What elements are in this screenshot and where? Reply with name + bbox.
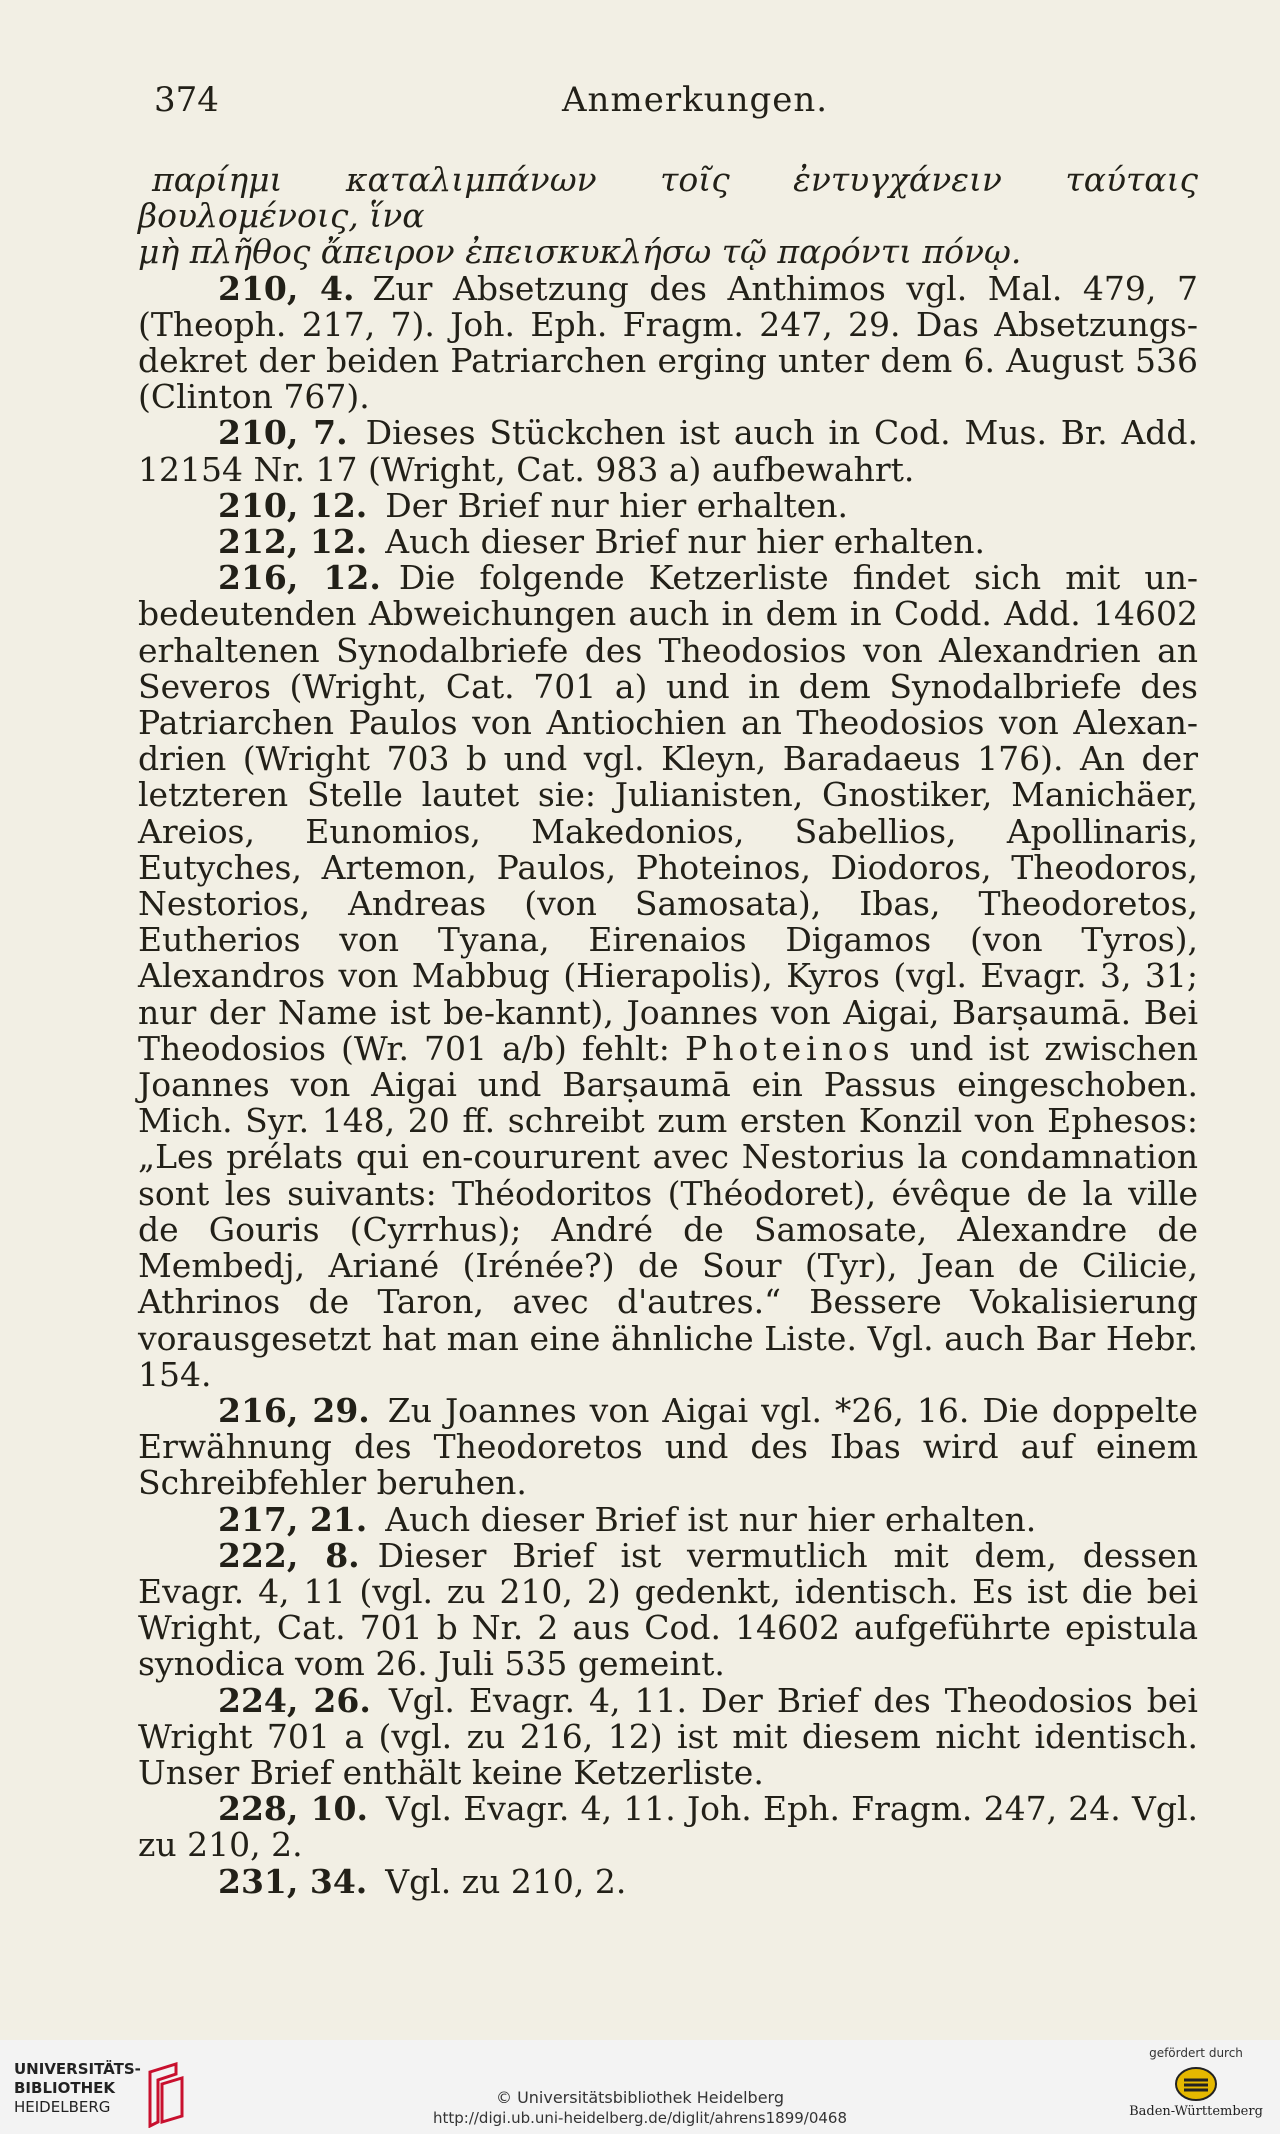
library-name-line-2: BIBLIOTHEK [14,2079,115,2097]
note-text: Dieser Brief ist vermutlich mit dem, dessen Evagr. 4, 11 (vgl. zu 210, 2) gedenkt, identisch. Es ist die bei Wright, Cat. 701 b Nr. 2 aus Cod. 14602 aufgeführte epistula synodica vom 26. Juli 535 gemeint. [138,1535,1199,1684]
note-text: Vgl. Evagr. 4, 11. Joh. Eph. Fragm. 247, 24. Vgl. zu 210, 2. [138,1789,1198,1865]
note-text: Zu Joannes von Aigai vgl. *26, 16. Die doppelte Erwähnung des Theodoretos und des Ibas wird auf einem Schreibfehler beruhen. [138,1390,1199,1503]
note-ref: 210, 7. [218,413,348,453]
greek-line-1: παρίημι καταλιμπάνων τοῖς ἐντυγχάνειν ταύταις βουλομένοις, ἵνα [138,160,1198,236]
library-name-line-3: HEIDELBERG [14,2098,111,2116]
note-216-29 [138,1390,1199,1503]
greek-fragment [138,162,1198,271]
note-ref: 228, 10. [218,1789,368,1829]
note-text: Dieses Stückchen ist auch in Cod. Mus. Br. Add. 12154 Nr. 17 (Wright, Cat. 983 a) aufbewahrt. [138,413,1199,489]
note-ref: 212, 12. [218,522,368,562]
copyright-notice: © Universitätsbibliothek Heidelberg [495,2088,784,2107]
running-head [150,72,1200,122]
note-ref: 216, 29. [218,1390,370,1430]
note-210-4 [138,268,1198,417]
note-text: Auch dieser Brief nur hier erhalten. [385,522,986,562]
note-217-21 [138,1499,1198,1539]
note-ref: 210, 4. [218,268,355,308]
sponsor-label: gefördert durch [1149,2046,1243,2060]
note-228-10 [138,1791,1198,1863]
sponsor-name: Baden-Württemberg [1129,2104,1263,2119]
digitization-footer [0,2040,1280,2134]
note-text: Zur Absetzung des Anthimos vgl. Mal. 479, 7 (Theoph. 217, 7). Joh. Eph. Fragm. 247, 29. Das Absetzungs-dekret der beiden Patriarchen erging unter dem 6. August 536 (Clinton 767). [138,268,1198,417]
note-text: Die folgende Ketzerliste findet sich mit un-bedeutenden Abweichungen auch in dem in Codd. Add. 14602 erhaltenen Synodalbriefe des Theodosios von Alexandrien an Severos (Wright, Cat. 701 a) und in dem Synodalbriefe des Patriarchen Paulos von Antiochien an Theodosios von Alexan-drien (Wright 703 b und vgl. Kleyn, Baradaeus 176). An der letzteren Stelle lautet sie: Julianisten, Gnostiker, Manichäer, Areios, Eunomios, Makedonios, Sabellios, Apollinaris, Eutyches, Artemon, Paulos, Photeinos, Diodoros, Theodoros, Nestorios, Andreas (von Samosata), Ibas, Theodoretos, Eutherios von Tyana, Eirenaios Digamos (von Tyros), Alexandros von Mabbug (Hierapolis), Kyros (vgl. Evagr. 3, 31; nur der Name ist be-kannt), Joannes von Aigai, Barṣaumā. Bei Theodosios (Wr. 701 a/b) fehlt: [138,558,1198,1068]
note-210-7 [138,415,1198,487]
note-ref: 216, 12. [218,558,381,598]
note-text-continued: und ist zwischen Joannes von Aigai und Barṣaumā ein Passus eingeschoben. Mich. Syr. 148, 20 ff. schreibt zum ersten Konzil von Ephesos: „Les prélats qui en-coururent avec Nestorius la condamnation sont les suivants: Théodoritos (Théodoret), évêque de la ville de Gouris (Cyrrhus); André de Samosate, Alexandre de Membedj, Ariané (Irénée?) de Sour (Tyr), Jean de Cilicie, Athrinos de Taron, avec d'autres.“ Bessere Vokalisierung vorausgesetzt hat man eine ähnliche Liste. Vgl. auch Bar Hebr. 154. [138,1028,1198,1394]
note-text: Der Brief nur hier erhalten. [385,485,849,525]
source-url[interactable]: http://digi.ub.uni-heidelberg.de/diglit/ahrens1899/0468 [432,2109,848,2127]
sponsor-block [1126,2046,1266,2119]
note-ref: 217, 21. [218,1499,368,1539]
note-212-12 [138,524,1198,560]
note-ref: 210, 12. [218,485,368,525]
state-crest-icon [1174,2066,1218,2102]
note-text: Vgl. zu 210, 2. [385,1861,627,1901]
note-231-34 [138,1861,1198,1901]
text-body [138,162,1198,1900]
note-text: Auch dieser Brief ist nur hier erhalten. [385,1499,1037,1539]
note-ref: 224, 26. [218,1680,371,1720]
note-222-8 [138,1535,1199,1684]
greek-line-2: μὴ πλῆθος ἄπειρον ἐπεισκυκλήσω τῷ παρόντι πόνῳ. [138,232,1022,272]
note-224-26 [138,1680,1198,1792]
library-name-line-1: UNIVERSITÄTS- [14,2060,141,2078]
note-210-12 [138,485,1198,525]
note-216-12 [138,560,1198,1393]
page-number: 374 [154,80,219,120]
note-text: Vgl. Evagr. 4, 11. Der Brief des Theodosios bei Wright 701 a (vgl. zu 216, 12) ist mit diesem nicht identisch. Unser Brief enthält keine Ketzerliste. [138,1680,1198,1792]
note-ref: 231, 34. [218,1861,368,1901]
emphasized-name: Photeinos [684,1028,895,1068]
section-title: Anmerkungen. [562,80,829,120]
note-ref: 222, 8. [218,1535,360,1575]
